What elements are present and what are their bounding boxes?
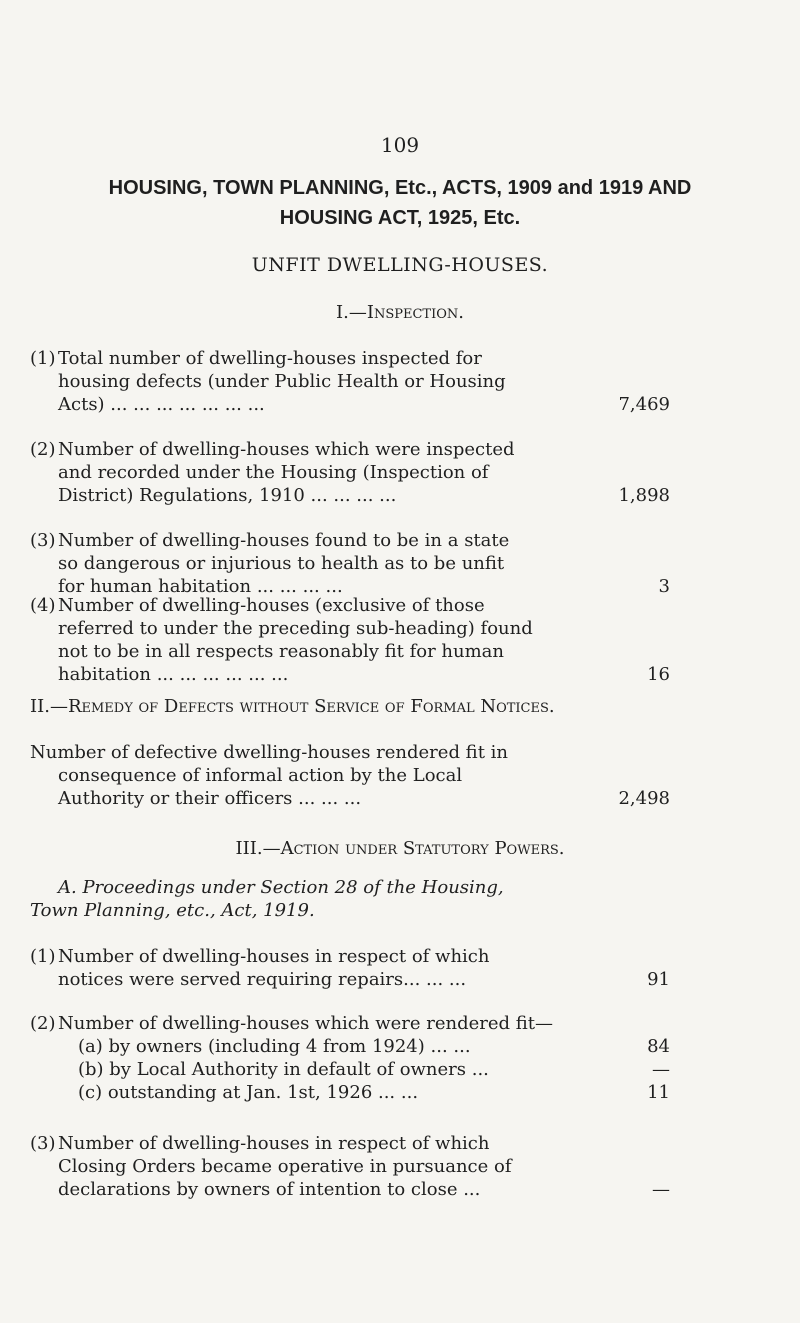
item-value: — bbox=[652, 1179, 670, 1200]
item-line: referred to under the preceding sub-heading) found bbox=[58, 618, 533, 639]
item-number: (4) bbox=[30, 595, 56, 616]
item-line: declarations by owners of intention to close ... bbox=[58, 1179, 481, 1200]
report-subtitle: UNFIT DWELLING-HOUSES. bbox=[251, 254, 549, 276]
report-title-line-1: HOUSING, TOWN PLANNING, Etc., ACTS, 1909 and 1919 AND bbox=[108, 177, 692, 199]
item-line: consequence of informal action by the Local bbox=[58, 765, 463, 786]
item-line: Number of dwelling-houses which were inspected bbox=[58, 439, 515, 460]
subitem-c-value: 11 bbox=[647, 1082, 670, 1103]
item-line: housing defects (under Public Health or Housing bbox=[58, 371, 506, 392]
item-value: 7,469 bbox=[618, 394, 670, 415]
section-3-subheading-cont bbox=[30, 897, 315, 924]
item-number: (2) bbox=[30, 1013, 56, 1034]
item-value: 3 bbox=[658, 576, 670, 597]
item-line: District) Regulations, 1910 ... ... ... ... bbox=[58, 485, 397, 506]
item-line: so dangerous or injurious to health as to be unfit bbox=[58, 553, 505, 574]
subitem-b-value: — bbox=[652, 1059, 670, 1080]
item-line: Number of dwelling-houses (exclusive of those bbox=[58, 595, 485, 616]
item-line: notices were served requiring repairs... ... ... bbox=[58, 969, 467, 990]
item-line: habitation ... ... ... ... ... ... bbox=[58, 664, 289, 685]
item-value: 16 bbox=[647, 664, 670, 685]
subheading-line-1: A. Proceedings under Section 28 of the Housing, bbox=[58, 877, 504, 898]
item-line: Number of dwelling-houses in respect of which bbox=[58, 1133, 490, 1154]
subitem-a-value: 84 bbox=[647, 1036, 670, 1057]
item-line: Number of dwelling-houses found to be in a state bbox=[58, 530, 510, 551]
item-line: Acts) ... ... ... ... ... ... ... bbox=[58, 394, 265, 415]
item-value: 2,498 bbox=[618, 788, 670, 809]
item-number: (2) bbox=[30, 439, 56, 460]
item-line: Number of defective dwelling-houses rendered fit in bbox=[30, 742, 508, 763]
page-number: 109 bbox=[380, 133, 420, 157]
section-2-heading: II.—Remedy of Defects without Service of Formal Notices. bbox=[30, 696, 555, 717]
section-1-heading: I.—Inspection. bbox=[336, 302, 464, 323]
item-number: (1) bbox=[30, 348, 56, 369]
subitem-a-label: (a) by owners (including 4 from 1924) ... ... bbox=[78, 1036, 471, 1057]
item-line: Number of dwelling-houses which were rendered fit— bbox=[58, 1013, 554, 1034]
item-line: Authority or their officers ... ... ... bbox=[58, 788, 362, 809]
item-line: Number of dwelling-houses in respect of which bbox=[58, 946, 490, 967]
subheading-line-2: Town Planning, etc., Act, 1919. bbox=[30, 900, 315, 921]
subitem-c-label: (c) outstanding at Jan. 1st, 1926 ... ... bbox=[78, 1082, 419, 1103]
subitem-b-label: (b) by Local Authority in default of owners ... bbox=[78, 1059, 489, 1080]
item-value: 1,898 bbox=[618, 485, 670, 506]
item-number: (3) bbox=[30, 1133, 56, 1154]
item-number: (3) bbox=[30, 530, 56, 551]
item-number: (1) bbox=[30, 946, 56, 967]
section-3-heading: III.—Action under Statutory Powers. bbox=[235, 838, 565, 859]
item-line: Closing Orders became operative in pursuance of bbox=[58, 1156, 512, 1177]
report-title-line-2: HOUSING ACT, 1925, Etc. bbox=[279, 207, 521, 229]
item-line: for human habitation ... ... ... ... bbox=[58, 576, 343, 597]
item-line: not to be in all respects reasonably fit for human bbox=[58, 641, 504, 662]
item-line: Total number of dwelling-houses inspected for bbox=[58, 348, 482, 369]
item-value: 91 bbox=[647, 969, 670, 990]
item-line: and recorded under the Housing (Inspection of bbox=[58, 462, 489, 483]
